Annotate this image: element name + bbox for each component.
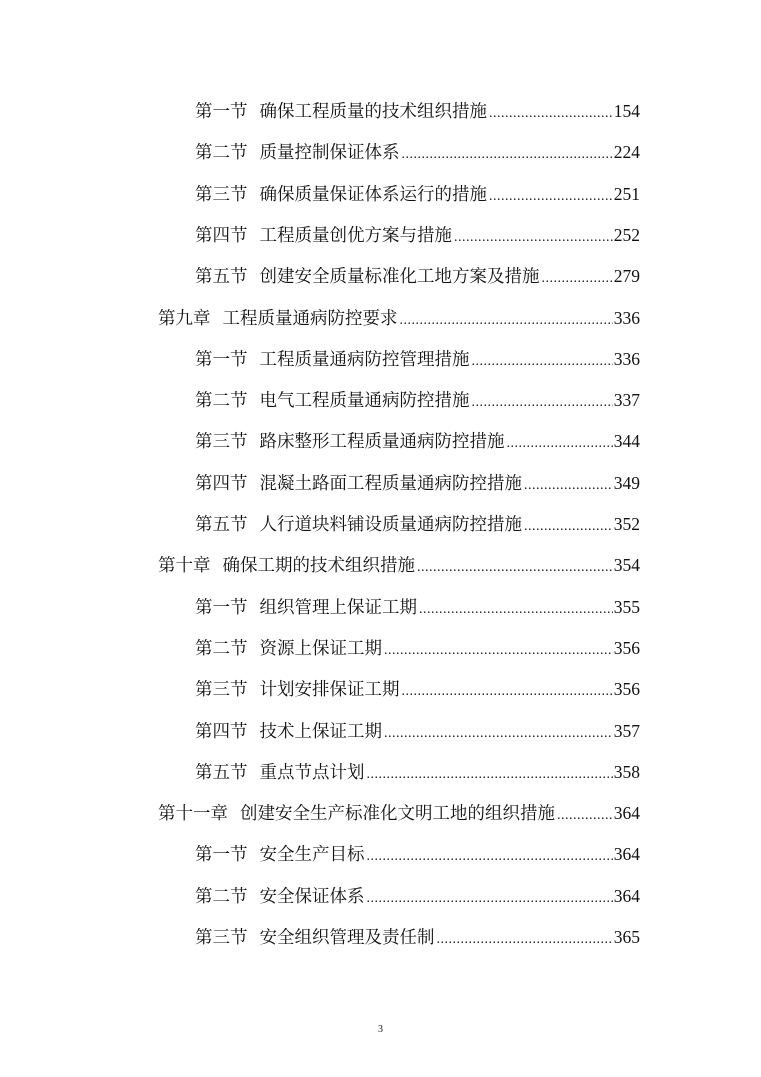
- toc-entry-label: 第三节: [195, 184, 248, 205]
- toc-entry-label: 第一节: [195, 597, 248, 618]
- toc-entry-page: 336: [613, 307, 640, 328]
- toc-entry-label: 第九章: [158, 308, 211, 329]
- toc-entry-title: 质量控制保证体系: [259, 143, 400, 164]
- toc-entry-title: 创建安全质量标准化工地方案及措施: [259, 267, 540, 288]
- toc-entry[interactable]: [195, 339, 640, 380]
- toc-entry[interactable]: [195, 628, 640, 669]
- toc-entry-page: 279: [613, 266, 640, 287]
- toc-entry-title: 确保工程质量的技术组织措施: [259, 102, 487, 122]
- toc-chapter-entry[interactable]: [158, 545, 640, 586]
- dot-leader: [472, 382, 613, 423]
- toc-entry-label: 第四节: [195, 721, 248, 742]
- toc-entry-label: 第二节: [195, 391, 248, 412]
- toc-entry-label: 第一节: [195, 845, 248, 866]
- dot-leader: [402, 671, 613, 712]
- toc-entry[interactable]: [195, 380, 640, 421]
- dot-leader: [367, 878, 613, 919]
- toc-chapter-entry[interactable]: [158, 298, 640, 339]
- toc-entry-page: 365: [613, 927, 640, 947]
- toc-entry-label: 第五节: [195, 515, 248, 535]
- toc-entry-title: 安全保证体系: [259, 886, 365, 907]
- dot-leader: [489, 176, 613, 217]
- dot-leader: [454, 217, 613, 258]
- toc-entry-title: 组织管理上保证工期: [259, 597, 417, 618]
- toc-entry-title: 混凝土路面工程质量通病防控措施: [259, 473, 522, 494]
- toc-entry[interactable]: [195, 421, 640, 462]
- toc-entry-page: 364: [613, 803, 640, 824]
- toc-entry-title: 工程质量通病防控管理措施: [259, 349, 470, 370]
- dot-leader: [367, 754, 613, 795]
- toc-entry-label: 第二节: [195, 638, 248, 659]
- toc-entry-label: 第二节: [195, 886, 248, 907]
- toc-entry-title: 技术上保证工期: [259, 721, 382, 742]
- toc-entry[interactable]: [195, 587, 640, 628]
- toc-entry-title: 确保工期的技术组织措施: [222, 556, 415, 577]
- toc-entry[interactable]: [195, 256, 640, 297]
- dot-leader: [384, 713, 613, 754]
- toc-entry-title: 工程质量通病防控要求: [222, 308, 398, 329]
- toc-entry-page: 337: [613, 390, 640, 411]
- dot-leader: [524, 465, 613, 506]
- dot-leader: [542, 258, 613, 299]
- toc-entry[interactable]: [195, 876, 640, 917]
- toc-entry-page: 251: [613, 183, 640, 204]
- toc-entry[interactable]: [195, 711, 640, 752]
- toc-entry-page: 349: [613, 472, 640, 493]
- toc-entry-title: 安全组织管理及责任制: [259, 928, 435, 948]
- toc-entry[interactable]: [195, 174, 640, 215]
- toc-entry-title: 工程质量创优方案与措施: [259, 225, 452, 246]
- toc-entry-label: 第一节: [195, 102, 248, 122]
- toc-entry-page: 364: [613, 885, 640, 906]
- toc-entry[interactable]: [195, 669, 640, 710]
- toc-entry-page: 224: [613, 142, 640, 163]
- toc-entry-label: 第二节: [195, 143, 248, 164]
- toc-entry[interactable]: [195, 504, 640, 545]
- dot-leader: [419, 589, 613, 630]
- toc-entry-page: 252: [613, 224, 640, 245]
- toc-entry-label: 第五节: [195, 762, 248, 783]
- dot-leader: [384, 630, 613, 671]
- toc-entry-title: 路床整形工程质量通病防控措施: [259, 432, 505, 453]
- dot-leader: [437, 919, 613, 960]
- toc-entry[interactable]: [195, 917, 640, 958]
- toc-entry[interactable]: [195, 91, 640, 132]
- toc-entry-page: 356: [613, 679, 640, 700]
- toc-entry[interactable]: [195, 215, 640, 256]
- toc-entry-label: 第五节: [195, 267, 248, 288]
- page-number: 3: [378, 1024, 383, 1035]
- toc-entry-page: 364: [613, 844, 640, 865]
- toc-entry-title: 电气工程质量通病防控措施: [259, 391, 470, 412]
- toc-entry-label: 第三节: [195, 680, 248, 701]
- toc-entry-title: 计划安排保证工期: [259, 680, 400, 701]
- toc-entry-page: 355: [613, 596, 640, 617]
- dot-leader: [402, 134, 613, 175]
- toc-entry-title: 确保质量保证体系运行的措施: [259, 184, 487, 205]
- dot-leader: [524, 506, 613, 547]
- dot-leader: [507, 423, 613, 464]
- toc-entry-page: 352: [613, 514, 640, 534]
- toc-entry-page: 357: [613, 720, 640, 741]
- dot-leader: [400, 300, 613, 341]
- toc-entry-title: 重点节点计划: [259, 762, 365, 783]
- toc-entry-page: 344: [613, 431, 640, 452]
- toc-entry-label: 第十一章: [158, 804, 228, 825]
- dot-leader: [472, 341, 613, 382]
- toc-entry-label: 第四节: [195, 225, 248, 246]
- toc-entry-label: 第三节: [195, 432, 248, 453]
- toc-entry[interactable]: [195, 463, 640, 504]
- toc-entry-page: 336: [613, 348, 640, 369]
- toc-entry-page: 354: [613, 555, 640, 576]
- toc-entry-page: 356: [613, 637, 640, 658]
- toc-entry[interactable]: [195, 752, 640, 793]
- toc-entry[interactable]: [195, 834, 640, 875]
- dot-leader: [367, 836, 613, 877]
- toc-entry-label: 第四节: [195, 473, 248, 494]
- toc-entry-label: 第一节: [195, 349, 248, 370]
- toc-entry-title: 安全生产目标: [259, 845, 365, 866]
- toc-entry-page: 358: [613, 761, 640, 782]
- dot-leader: [489, 93, 613, 134]
- toc-entry-page: 154: [613, 101, 640, 121]
- toc-entry-title: 创建安全生产标准化文明工地的组织措施: [240, 804, 555, 825]
- toc-entry-title: 资源上保证工期: [259, 638, 382, 659]
- toc-entry-label: 第三节: [195, 928, 248, 948]
- dot-leader: [557, 795, 613, 836]
- toc-entry[interactable]: [195, 132, 640, 173]
- toc-entry-title: 人行道块料铺设质量通病防控措施: [259, 515, 522, 535]
- toc-entry-label: 第十章: [158, 556, 211, 577]
- dot-leader: [417, 547, 613, 588]
- toc-chapter-entry[interactable]: [158, 793, 640, 834]
